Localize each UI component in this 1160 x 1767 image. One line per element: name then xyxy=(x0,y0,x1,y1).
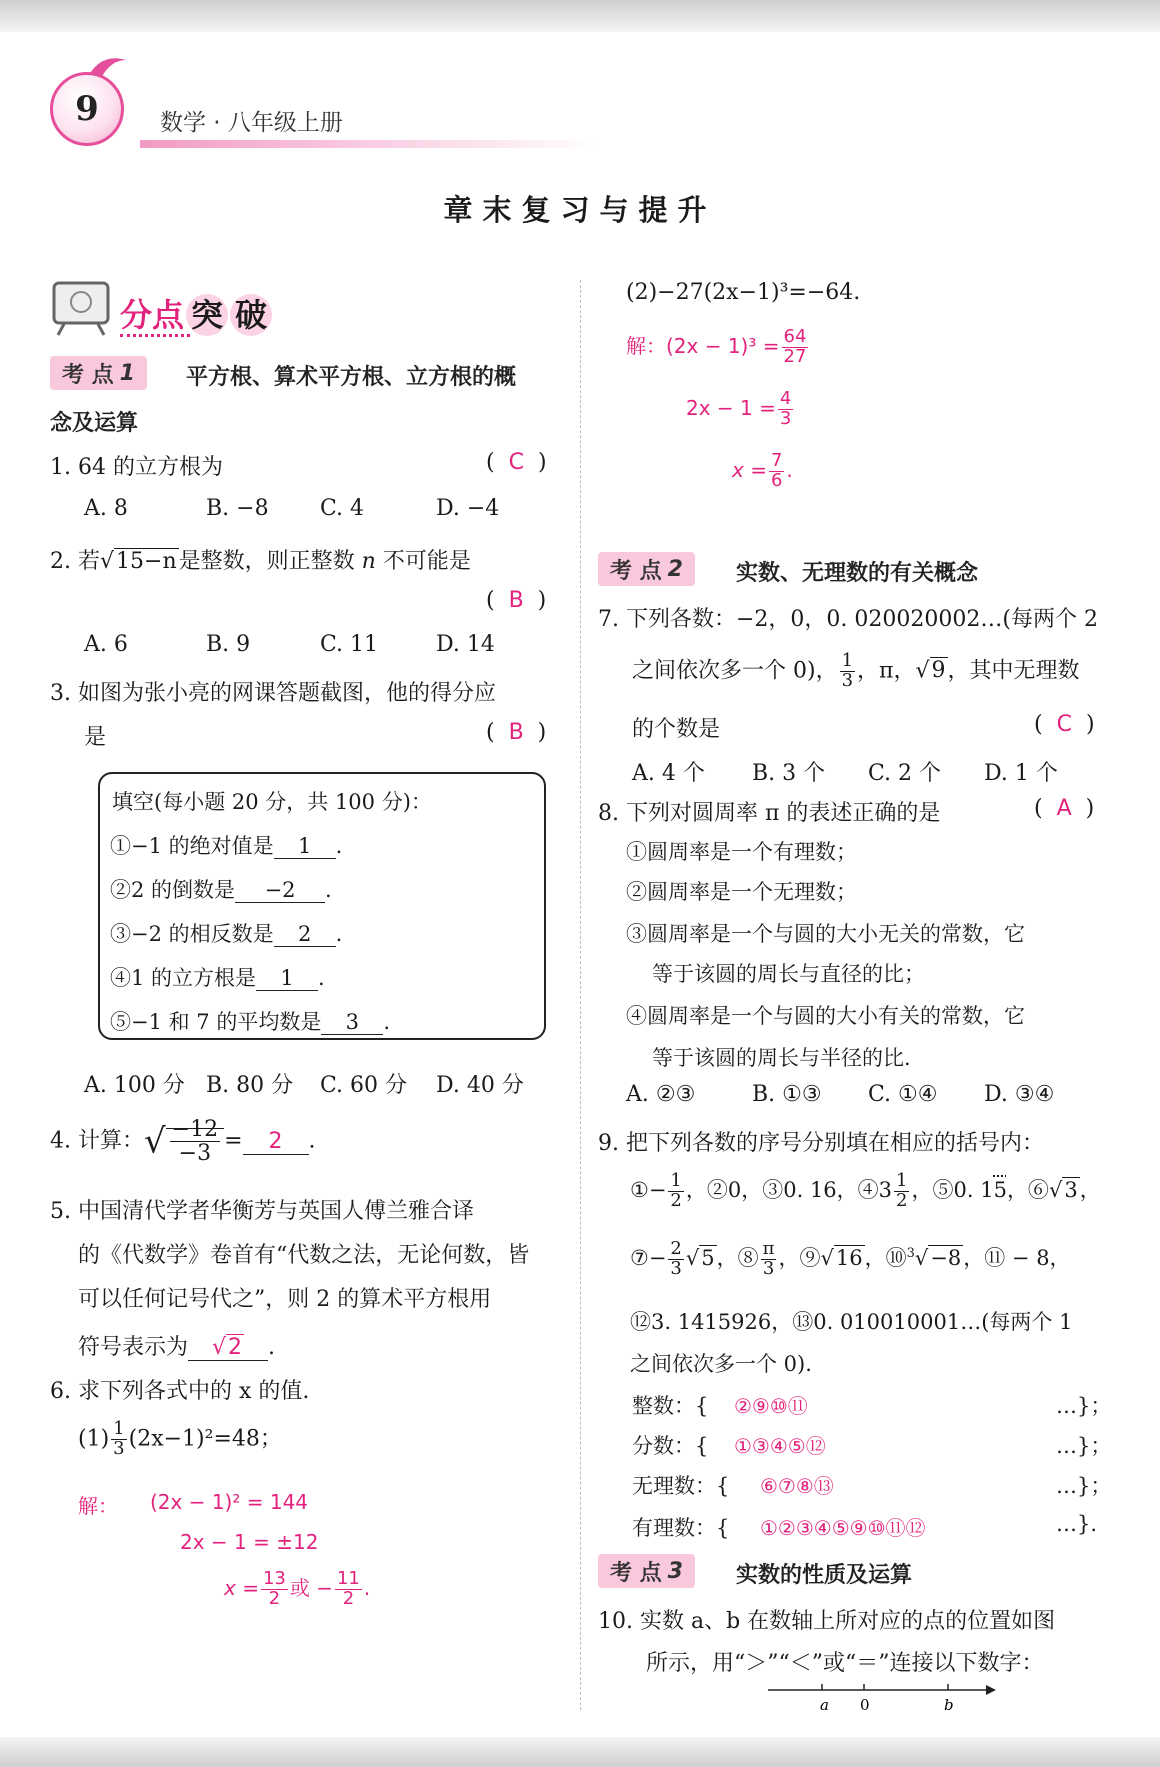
section-heading: 分点 突 破 xyxy=(120,290,272,336)
q2-option-c: C. 11 xyxy=(320,632,379,657)
q8-answer-bracket: ( A ) xyxy=(1034,796,1095,821)
section-heading-dots xyxy=(120,334,190,337)
q9-cat-fraction-answer: ①③④⑤⑫ xyxy=(734,1434,826,1458)
q9-cat-fraction-label: 分数：{ xyxy=(632,1434,709,1458)
blackboard-icon xyxy=(50,280,112,336)
q3-option-b: B. 80 分 xyxy=(206,1073,294,1098)
number-line-label-b: b xyxy=(944,1696,954,1714)
column-divider xyxy=(580,280,581,1710)
q8-stem: 8. 下列对圆周率 π 的表述正确的是 xyxy=(598,801,941,826)
q6-p1-step-2: 2x − 1 = ±12 xyxy=(180,1530,319,1554)
q3-answer-bracket: ( B ) xyxy=(486,720,547,745)
q6-p1-step-3: x = $\frac{13}{2}$ 或 − $\frac{11}{2}$ . xyxy=(224,1568,371,1609)
q7-option-b: B. 3 个 xyxy=(752,761,826,786)
q2-option-d: D. 14 xyxy=(436,632,495,657)
q9-cat-rational-tail: …}. xyxy=(1056,1512,1098,1536)
q6-part-2: (2)−27(2x−1)³=−64. xyxy=(626,280,861,305)
q6-stem: 6. 求下列各式中的 x 的值. xyxy=(50,1379,310,1404)
topic-title-1-cont: 念及运算 xyxy=(50,411,139,436)
q1-option-b: B. −8 xyxy=(206,496,269,521)
q8-item-4: ④圆周率是一个与圆的大小有关的常数，它 xyxy=(626,1004,1025,1028)
q1-stem: 1. 64 的立方根为 xyxy=(50,455,223,480)
q9-cat-rational-label: 有理数：{ xyxy=(632,1516,730,1540)
q10-line-1: 10. 实数 a、b 在数轴上所对应的点的位置如图 xyxy=(598,1609,1056,1634)
q2-answer-bracket: ( B ) xyxy=(486,588,547,613)
bottom-shadow-band xyxy=(0,1737,1160,1767)
topic-badge-1: 考 点 1 xyxy=(50,356,147,390)
q5-line-4: 符号表示为 √2 . xyxy=(78,1335,276,1360)
page-number-badge xyxy=(50,72,124,146)
page-title: 章末复习与提升 xyxy=(443,193,717,227)
q10-line-2: 所示，用“＞”“＜”或“＝”连接以下数字： xyxy=(646,1651,1044,1676)
q9-cat-irrational-tail: …}； xyxy=(1056,1474,1112,1498)
q7-answer-bracket: ( C ) xyxy=(1034,712,1095,737)
q9-cat-integer-answer: ②⑨⑩⑪ xyxy=(734,1394,808,1418)
q9-cat-integer-tail: …}； xyxy=(1056,1394,1112,1418)
q3-option-a: A. 100 分 xyxy=(84,1073,185,1098)
book-title: 数学 · 八年级上册 xyxy=(160,110,343,136)
topic-title-2: 实数、无理数的有关概念 xyxy=(736,561,979,586)
q9-row-4: 之间依次多一个 0). xyxy=(630,1352,812,1376)
q8-item-3-cont: 等于该圆的周长与直径的比； xyxy=(652,962,925,986)
top-shadow-band xyxy=(0,0,1160,32)
q7-option-c: C. 2 个 xyxy=(868,761,942,786)
quiz-item-1: ①−1 的绝对值是 1 . xyxy=(110,834,343,858)
q6-p1-solution-label: 解： xyxy=(78,1494,118,1518)
q8-option-d: D. ③④ xyxy=(984,1082,1055,1107)
q8-item-4-cont: 等于该圆的周长与半径的比. xyxy=(652,1046,911,1070)
q9-cat-fraction-tail: …}； xyxy=(1056,1434,1112,1458)
q9-cat-irrational-answer: ⑥⑦⑧⑬ xyxy=(760,1474,834,1498)
quiz-item-5: ⑤−1 和 7 的平均数是 3 . xyxy=(110,1010,391,1034)
quiz-box-title: 填空(每小题 20 分，共 100 分)： xyxy=(112,790,432,814)
q6-p2-step-1: 解：(2x − 1)³ = $\frac{64}{27}$ xyxy=(626,326,807,367)
topic-badge-2: 考 点 2 xyxy=(598,552,695,586)
q3-stem-cont: 是 xyxy=(84,725,107,750)
q2-stem: 2. 若√15−n是整数，则正整数 n 不可能是 xyxy=(50,549,471,574)
q7-line-3: 的个数是 xyxy=(632,717,721,742)
q7-option-a: A. 4 个 xyxy=(632,761,705,786)
q9-cat-rational-answer: ①②③④⑤⑨⑩⑪⑫ xyxy=(760,1516,926,1540)
q8-item-1: ①圆周率是一个有理数； xyxy=(626,840,857,864)
q8-option-c: C. ①④ xyxy=(868,1082,938,1107)
q4-expression: 4. 计算：√ $\frac{-12}{-3}$ = 2 . xyxy=(50,1117,316,1167)
q1-option-d: D. −4 xyxy=(436,496,500,521)
q6-p2-step-3: x = $\frac{7}{6}$ . xyxy=(732,450,793,491)
q8-option-b: B. ①③ xyxy=(752,1082,822,1107)
quiz-item-4: ④1 的立方根是 1 . xyxy=(110,966,325,990)
q9-row-3: ⑫3. 1415926，⑬0. 010010001…(每两个 1 xyxy=(630,1310,1073,1334)
topic-title-1: 平方根、算术平方根、立方根的概 xyxy=(186,365,517,390)
q9-row-2: ⑦− $\frac{2}{3}$ √5，⑧ $\frac{\pi}{3}$ ，⑨√16，⑩$^3$√−8，⑪ − 8， xyxy=(630,1238,1071,1279)
topic-badge-3: 考 点 3 xyxy=(598,1554,695,1588)
q7-option-d: D. 1 个 xyxy=(984,761,1058,786)
number-line-label-a: a xyxy=(820,1696,829,1714)
q5-line-3: 可以任何记号代之”，则 2 的算术平方根用 xyxy=(78,1287,492,1312)
quiz-item-3: ③−2 的相反数是 2 . xyxy=(110,922,343,946)
header-underline xyxy=(140,140,600,148)
q5-line-1: 5. 中国清代学者华衡芳与英国人傅兰雅合译 xyxy=(50,1199,474,1224)
q7-line-2: 之间依次多一个 0)， $\frac{1}{3}$ ，π，√9，其中无理数 xyxy=(632,650,1080,691)
q2-option-b: B. 9 xyxy=(206,632,251,657)
q9-cat-irrational-label: 无理数：{ xyxy=(632,1474,730,1498)
q8-item-3: ③圆周率是一个与圆的大小无关的常数，它 xyxy=(626,922,1025,946)
q9-cat-integer-label: 整数：{ xyxy=(632,1394,709,1418)
number-line-arrow-icon xyxy=(986,1685,996,1695)
q2-option-a: A. 6 xyxy=(84,632,128,657)
quiz-item-2: ②2 的倒数是 −2 . xyxy=(110,878,332,902)
q6-p2-step-2: 2x − 1 = $\frac{4}{3}$ xyxy=(686,388,792,429)
q9-stem: 9. 把下列各数的序号分别填在相应的括号内： xyxy=(598,1131,1044,1156)
q6-p1-step-1: (2x − 1)² = 144 xyxy=(150,1490,309,1514)
q1-option-a: A. 8 xyxy=(84,496,128,521)
q5-line-2: 的《代数学》卷首有“代数之法，无论何数，皆 xyxy=(78,1243,530,1268)
q3-option-c: C. 60 分 xyxy=(320,1073,408,1098)
q1-answer-bracket: ( C ) xyxy=(486,450,547,475)
q1-option-c: C. 4 xyxy=(320,496,365,521)
q6-part-1: (1) $\frac{1}{3}$ (2x−1)²=48； xyxy=(78,1418,282,1459)
number-line-figure xyxy=(768,1682,998,1718)
q7-line-1: 7. 下列各数：−2，0，0. 020020002…(每两个 2 xyxy=(598,607,1098,632)
q8-item-2: ②圆周率是一个无理数； xyxy=(626,880,857,904)
q9-row-1: ①− $\frac{1}{2}$ ，②0，③0. 16，④3 $\frac{1}{2}$ ，⑤0. 15，⑥√3， xyxy=(630,1170,1101,1211)
q3-stem: 3. 如图为张小亮的网课答题截图，他的得分应 xyxy=(50,681,496,706)
q8-option-a: A. ②③ xyxy=(626,1082,696,1107)
q3-option-d: D. 40 分 xyxy=(436,1073,524,1098)
number-line-label-zero: 0 xyxy=(860,1696,870,1714)
topic-title-3: 实数的性质及运算 xyxy=(736,1563,913,1588)
page-number: 9 xyxy=(75,89,99,129)
